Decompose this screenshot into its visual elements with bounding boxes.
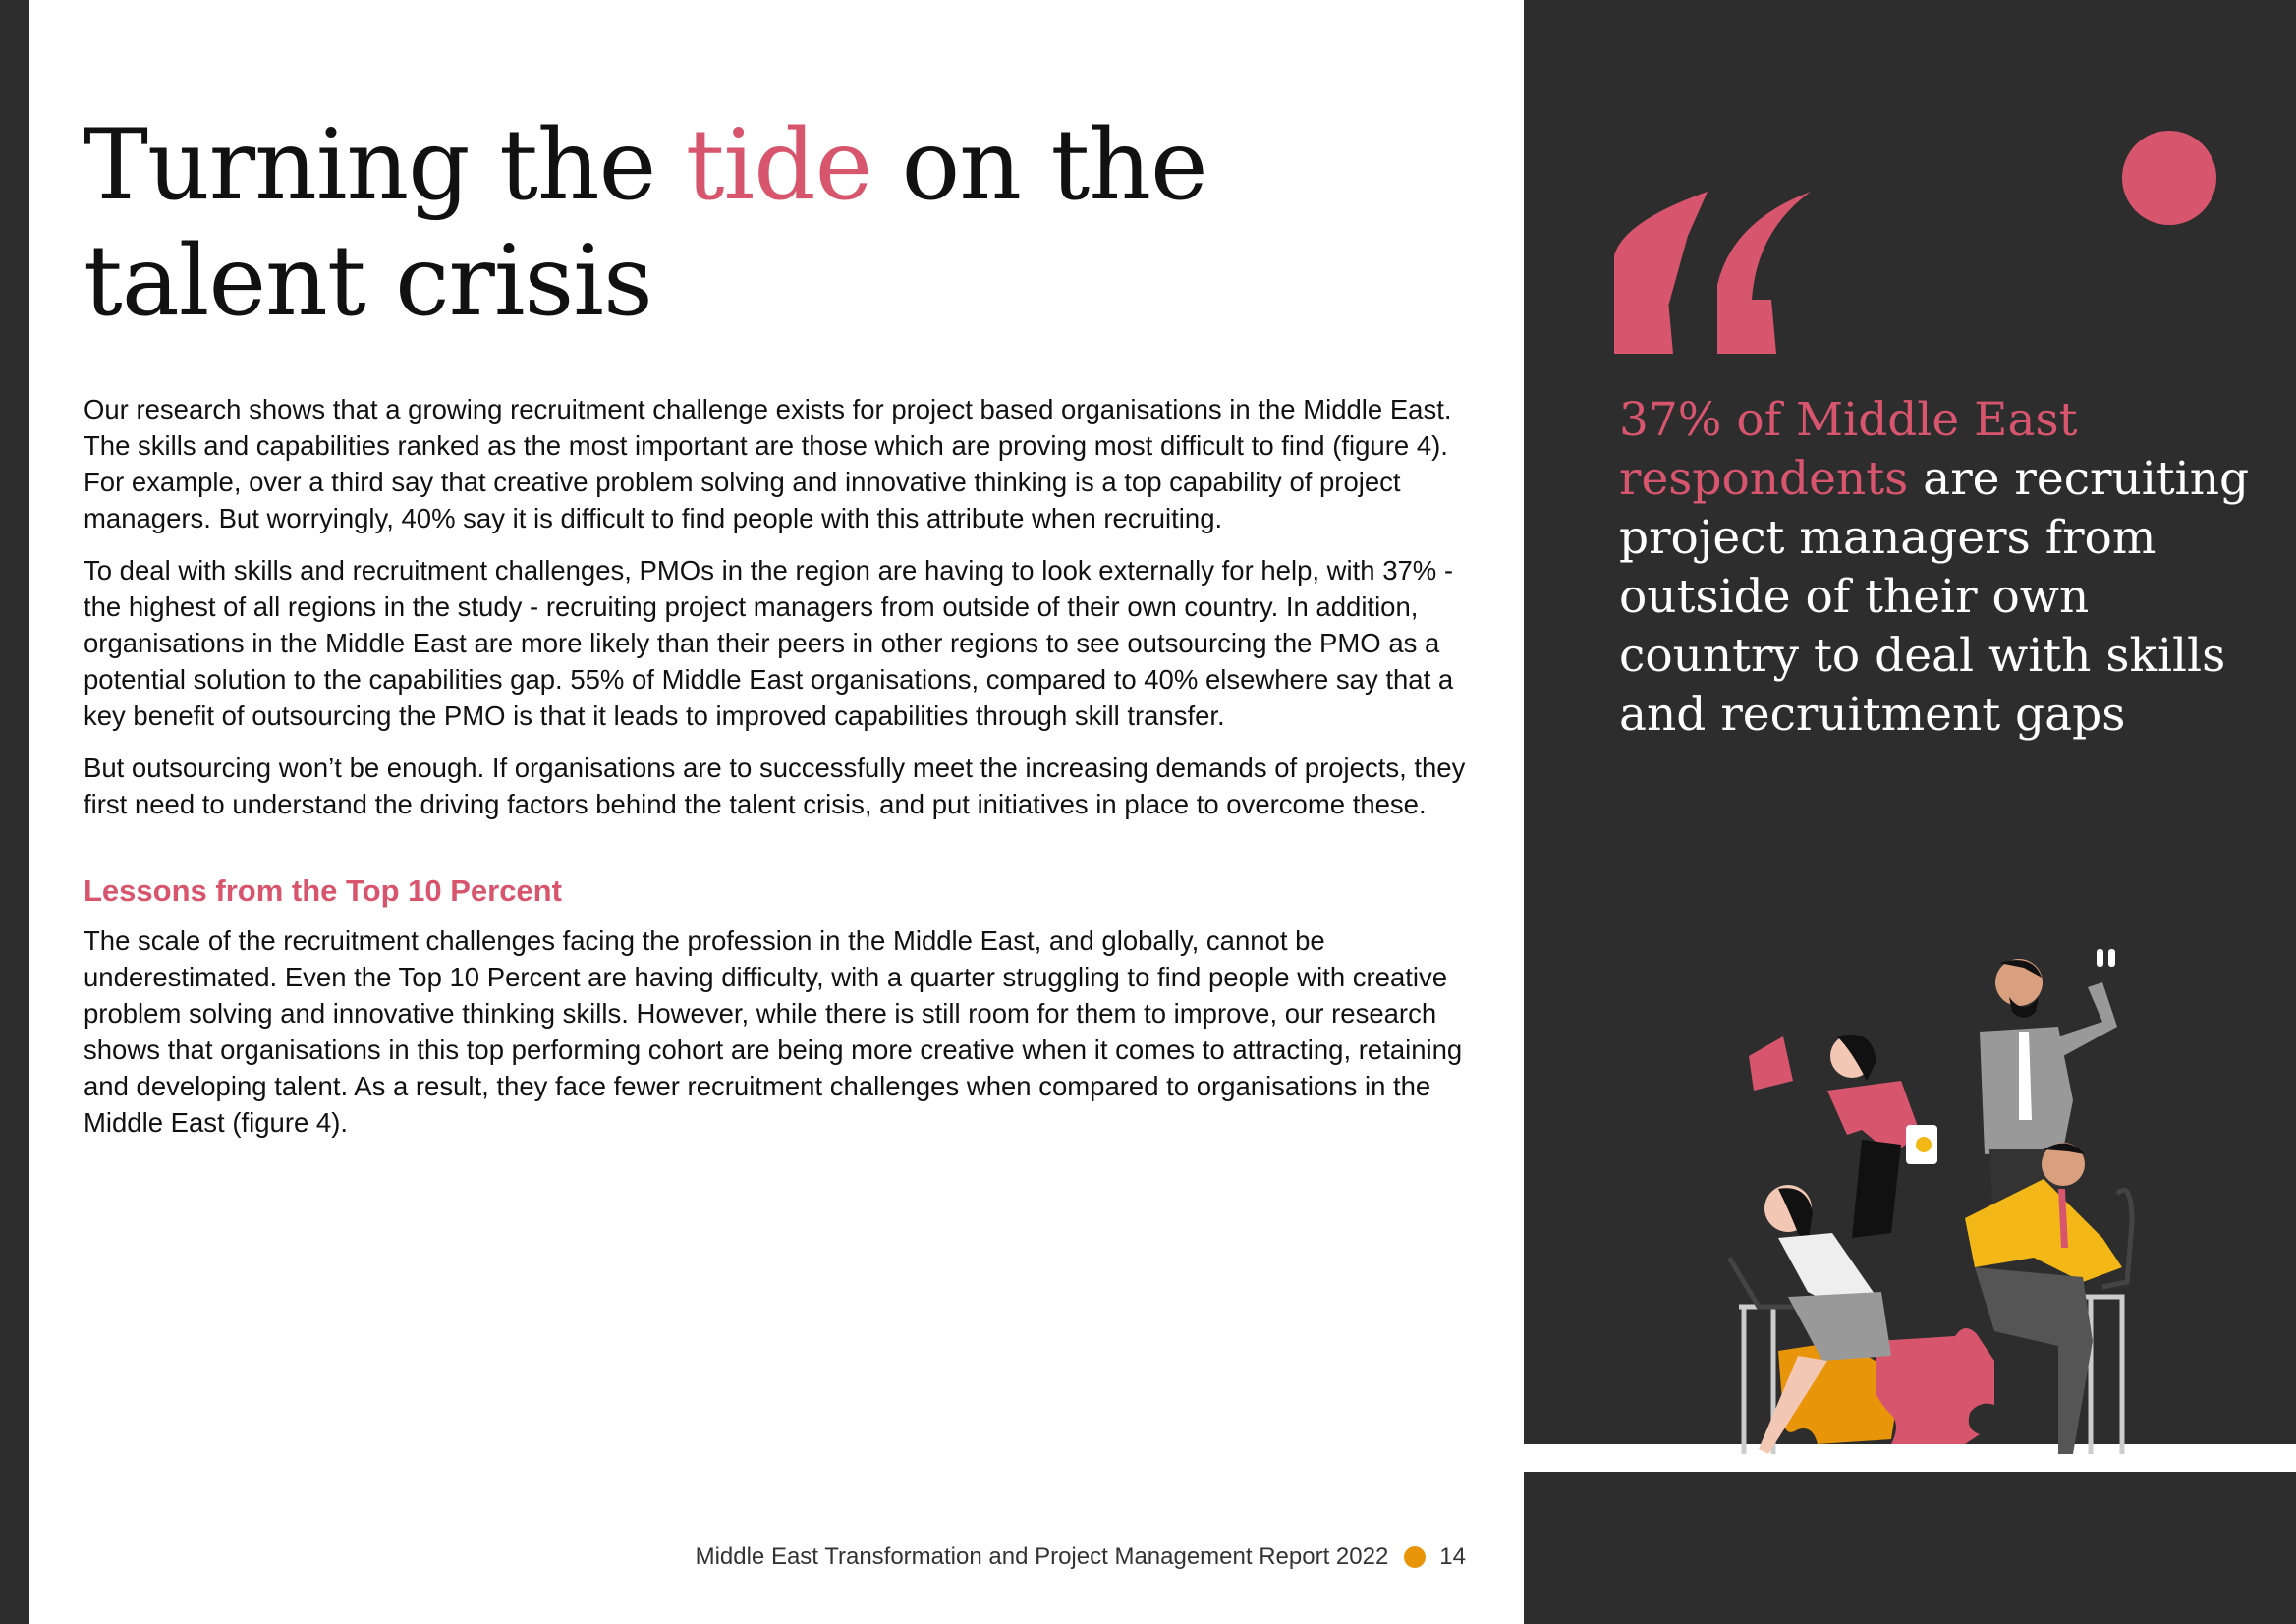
left-edge-bar [0, 0, 29, 1624]
decorative-dot-icon [2122, 131, 2216, 225]
pull-quote [1619, 391, 2268, 745]
paragraph-1: Our research shows that a growing recruitment challenge exists for project based organisations in the Middle East. The skills and capabilities ranked as the most important are those which are proving most difficult to find (figure 4). For example, over a third say that creative problem solving and innovative thinking is a top capability of project managers. But worryingly, 40% say it is difficult to find people with this attribute when recruiting. [84, 394, 1452, 533]
page-number: 14 [1439, 1543, 1466, 1570]
title-part1: Turning the [84, 109, 686, 222]
puzzle-piece-pink-icon [1876, 1328, 1994, 1444]
paragraph-3: But outsourcing won’t be enough. If organisations are to successfully meet the increasing demands of projects, they first need to understand the driving factors behind the talent crisis, and put initiatives in place to overcome these. [84, 753, 1466, 819]
page-footer [696, 1543, 1466, 1571]
paragraph-2: To deal with skills and recruitment challenges, PMOs in the region are having to look externally for help, with 37% - the highest of all regions in the study - recruiting project managers from outside of their own country. In addition, organisations in the Middle East are more likely than their peers in other regions to see outsourcing the PMO as a potential solution to the capabilities gap. 55% of Middle East organisations, compared to 40% elsewhere say that a key benefit of outsourcing the PMO is that it leads to improved capabilities through skill transfer. [84, 555, 1454, 731]
man-seated-body [1965, 1179, 2122, 1282]
speech-mark-1 [2097, 949, 2103, 967]
speech-mark-2 [2108, 949, 2115, 967]
paragraph-4: The scale of the recruitment challenges facing the profession in the Middle East, and globally, cannot be underestimated. Even the Top 10 Percent are having difficulty, with a quarter struggling to find people with creative problem solving and innovative thinking skills. However, while there is still room for them to improve, our research shows that organisations in this top performing cohort are being more creative when it comes to attracting, retaining and developing talent. As a result, they face fewer recruitment challenges when compared to organisations in the Middle East (figure 4). [84, 925, 1463, 1138]
footer-dot-icon [1404, 1546, 1426, 1568]
quote-rest: are recruiting project managers from outside of their own country to deal with skills and recruitment gaps [1619, 452, 2250, 742]
title-accent-word: tide [685, 109, 872, 222]
footer-report-title: Middle East Transformation and Project Management Report 2022 [695, 1543, 1389, 1570]
section-subheading: Lessons from the Top 10 Percent [84, 873, 562, 908]
quote-mark-icon [1614, 187, 1825, 359]
body-text [84, 391, 1479, 1141]
title-part2: on the talent crisis [84, 109, 1207, 338]
woman-standing-skirt [1852, 1140, 1901, 1238]
main-content [84, 108, 1479, 1156]
megaphone-icon [1749, 1036, 1793, 1091]
team-recruitment-illustration [1670, 943, 2181, 1459]
quote-highlight: 37% of Middle East respondents [1619, 393, 2078, 506]
page-title [84, 108, 1479, 340]
